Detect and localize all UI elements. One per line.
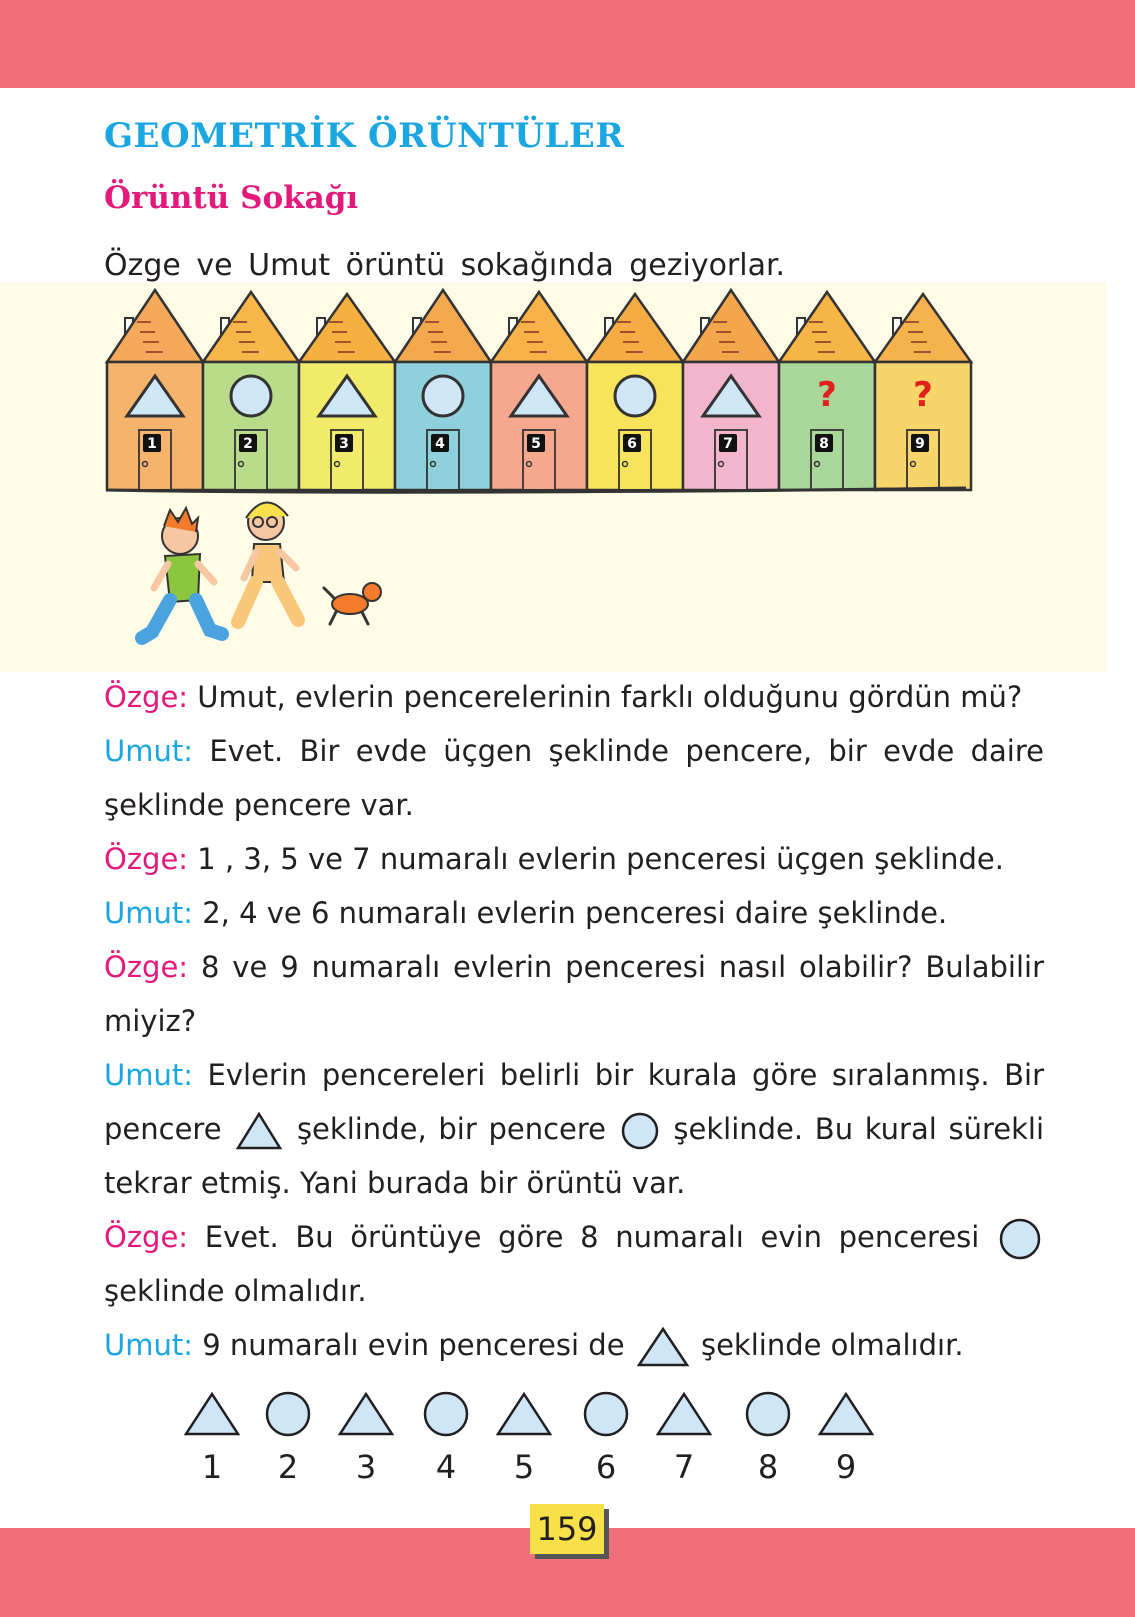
house-8 — [779, 292, 875, 490]
houses-street-svg — [0, 282, 1107, 672]
house-number: 9 — [915, 436, 925, 452]
speaker-ozge: Özge: — [104, 680, 189, 714]
house-4 — [395, 290, 491, 490]
dialogue-line — [104, 670, 1044, 724]
house-number: 6 — [627, 436, 637, 452]
dialogue — [104, 670, 1044, 1372]
dialogue-text: 9 numaralı evin penceresi de — [202, 1328, 625, 1362]
circle-icon — [258, 1390, 318, 1438]
dialogue-line — [104, 886, 1044, 940]
speaker-ozge: Özge: — [104, 1220, 189, 1254]
house-number: 1 — [147, 436, 157, 452]
triangle-icon — [654, 1390, 714, 1438]
dialogue-line — [104, 724, 1044, 832]
boy-illustration — [142, 508, 222, 638]
dog-illustration — [324, 583, 381, 624]
house-9 — [875, 294, 971, 490]
pattern-number: 2 — [277, 1448, 299, 1486]
dialogue-line — [104, 940, 1044, 1048]
dialogue-text: 8 ve 9 numaralı evlerin penceresi nasıl olabilir? Bulabilir miyiz? — [104, 950, 1044, 1038]
speaker-umut: Umut: — [104, 1328, 193, 1362]
dialogue-text: 1 , 3, 5 ve 7 numaralı evlerin penceresi üçgen şeklinde. — [197, 842, 1004, 876]
speaker-ozge: Özge: — [104, 842, 189, 876]
intro-text: Özge ve Umut örüntü sokağında geziyorlar. — [104, 248, 786, 283]
house-number: 7 — [723, 436, 733, 452]
circle-icon — [416, 1390, 476, 1438]
dialogue-line — [104, 1210, 1044, 1318]
dialogue-text: Umut, evlerin pencerelerinin farklı olduğunu gördün mü? — [197, 680, 1023, 714]
section-title: GEOMETRİK ÖRÜNTÜLER — [104, 116, 625, 156]
pattern-number: 1 — [201, 1448, 223, 1486]
girl-illustration — [238, 502, 298, 622]
pattern-number: 5 — [513, 1448, 535, 1486]
house-1 — [107, 290, 203, 490]
dialogue-text: 2, 4 ve 6 numaralı evlerin penceresi daire şeklinde. — [202, 896, 948, 930]
circle-icon — [620, 1111, 660, 1151]
circle-icon — [576, 1390, 636, 1438]
triangle-icon — [494, 1390, 554, 1438]
shape-pattern-row — [0, 1390, 1135, 1510]
dialogue-text: şeklinde. Bu kural sürekli tekrar etmiş. Yani burada bir örüntü var. — [104, 1112, 1045, 1200]
question-mark: ? — [913, 375, 933, 415]
speaker-umut: Umut: — [104, 896, 193, 930]
speaker-umut: Umut: — [104, 1058, 193, 1092]
circle-icon — [615, 376, 655, 416]
question-mark: ? — [817, 375, 837, 415]
house-number: 8 — [819, 436, 829, 452]
house-2 — [203, 292, 299, 490]
dialogue-text: Evet. Bir evde üçgen şeklinde pencere, bir evde daire şeklinde pencere var. — [104, 734, 1044, 822]
house-number: 3 — [339, 436, 349, 452]
dialogue-text: Evlerin pencereleri belirli bir kurala göre sıralanmış. Bir pencere — [104, 1058, 1044, 1146]
triangle-icon — [235, 1111, 283, 1151]
pattern-number: 4 — [435, 1448, 457, 1486]
triangle-icon — [182, 1390, 242, 1438]
triangle-icon — [816, 1390, 876, 1438]
house-number: 4 — [435, 436, 445, 452]
house-6 — [587, 294, 683, 490]
top-band — [0, 0, 1135, 88]
dialogue-text: şeklinde olmalıdır. — [104, 1274, 367, 1308]
house-5 — [491, 292, 587, 490]
circle-icon — [231, 376, 271, 416]
house-7 — [683, 290, 779, 490]
speaker-ozge: Özge: — [104, 950, 189, 984]
pattern-number: 8 — [757, 1448, 779, 1486]
circle-icon — [998, 1217, 1042, 1261]
pattern-number: 6 — [595, 1448, 617, 1486]
speaker-umut: Umut: — [104, 734, 193, 768]
dialogue-line — [104, 1048, 1044, 1210]
house-number: 5 — [531, 436, 541, 452]
dialogue-text: şeklinde, bir pencere — [296, 1112, 606, 1146]
lesson-subtitle: Örüntü Sokağı — [104, 180, 359, 216]
triangle-icon — [636, 1326, 690, 1368]
page-number: 159 — [530, 1504, 604, 1554]
dialogue-text: şeklinde olmalıdır. — [700, 1328, 964, 1362]
pattern-number: 9 — [835, 1448, 857, 1486]
circle-icon — [423, 376, 463, 416]
circle-icon — [738, 1390, 798, 1438]
street-illustration — [0, 282, 1107, 672]
house-3 — [299, 294, 395, 490]
pattern-number: 3 — [355, 1448, 377, 1486]
house-number: 2 — [243, 436, 253, 452]
dialogue-line — [104, 832, 1044, 886]
dialogue-text: Evet. Bu örüntüye göre 8 numaralı evin penceresi — [204, 1220, 980, 1254]
triangle-icon — [336, 1390, 396, 1438]
pattern-number: 7 — [673, 1448, 695, 1486]
dialogue-line — [104, 1318, 1044, 1372]
